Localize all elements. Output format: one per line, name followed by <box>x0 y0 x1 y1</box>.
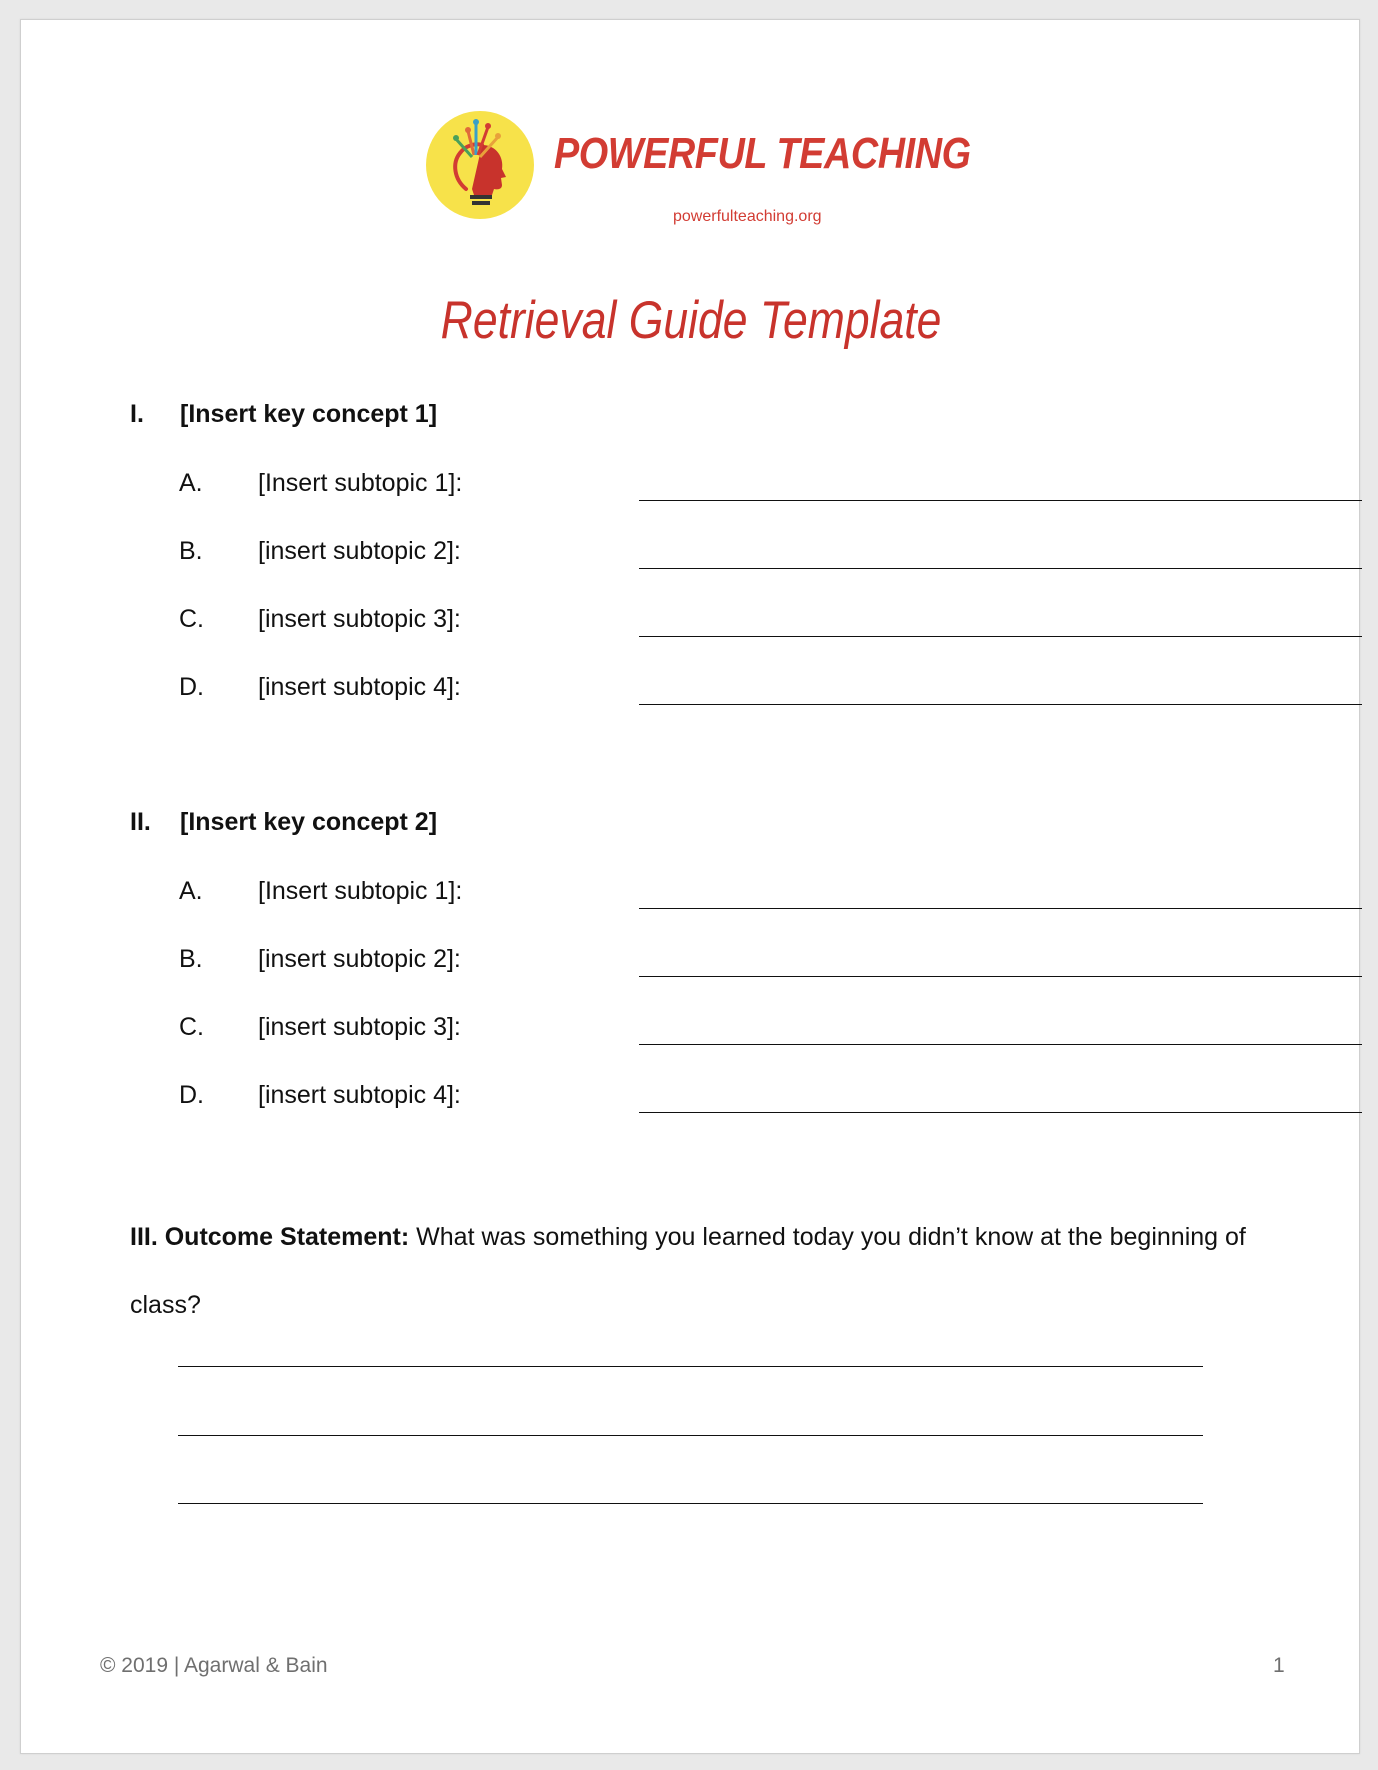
subtopic-label: [insert subtopic 3]: <box>258 605 461 633</box>
subtopic-row <box>179 537 1239 569</box>
subtopic-row <box>179 673 1239 705</box>
footer-copyright: © 2019 | Agarwal & Bain <box>100 1654 328 1677</box>
subtopic-letter: C. <box>179 1013 204 1041</box>
page-title-text: Retrieval Guide Template <box>440 291 942 350</box>
subtopic-row <box>179 945 1239 977</box>
section-title: [Insert key concept 1] <box>180 400 438 428</box>
outcome-answer-line[interactable] <box>178 1435 1203 1436</box>
subtopic-label: [insert subtopic 2]: <box>258 537 461 565</box>
subtopic-letter: A. <box>179 877 203 905</box>
subtopic-label: [Insert subtopic 1]: <box>258 877 463 905</box>
logo <box>426 111 986 231</box>
subtopic-letter: C. <box>179 605 204 633</box>
subtopic-label: [insert subtopic 4]: <box>258 1081 461 1109</box>
outcome-statement <box>130 1203 1260 1339</box>
page-title <box>21 290 1361 351</box>
document-page <box>20 19 1360 1754</box>
subtopic-letter: D. <box>179 1081 204 1109</box>
answer-line[interactable] <box>639 1044 1362 1045</box>
outcome-label: III. Outcome Statement: <box>130 1223 410 1251</box>
subtopic-row <box>179 1013 1239 1045</box>
subtopic-label: [Insert subtopic 1]: <box>258 469 463 497</box>
answer-line[interactable] <box>639 908 1362 909</box>
answer-line[interactable] <box>639 568 1362 569</box>
answer-line[interactable] <box>639 636 1362 637</box>
page-number: 1 <box>1273 1654 1285 1677</box>
section-title: [Insert key concept 2] <box>180 808 438 836</box>
section-heading <box>130 400 437 429</box>
subtopic-row <box>179 605 1239 637</box>
outcome-question: What was something you learned today you didn’t know at the beginning of class? <box>130 1223 1246 1319</box>
subtopic-row <box>179 469 1239 501</box>
answer-line[interactable] <box>639 976 1362 977</box>
subtopic-label: [insert subtopic 3]: <box>258 1013 461 1041</box>
answer-line[interactable] <box>639 1112 1362 1113</box>
subtopic-label: [insert subtopic 2]: <box>258 945 461 973</box>
answer-line[interactable] <box>639 500 1362 501</box>
subtopic-row <box>179 1081 1239 1113</box>
section-numeral: II. <box>130 808 151 836</box>
section-heading <box>130 808 437 837</box>
subtopic-label: [insert subtopic 4]: <box>258 673 461 701</box>
outcome-answer-line[interactable] <box>178 1503 1203 1504</box>
outcome-answer-line[interactable] <box>178 1366 1203 1367</box>
subtopic-letter: A. <box>179 469 203 497</box>
brand-name: POWERFUL TEACHING <box>554 129 971 178</box>
answer-line[interactable] <box>639 704 1362 705</box>
lightbulb-head-icon <box>426 111 534 219</box>
section-numeral: I. <box>130 400 144 428</box>
brand-url: powerfulteaching.org <box>673 208 822 225</box>
subtopic-letter: B. <box>179 945 203 973</box>
subtopic-letter: D. <box>179 673 204 701</box>
subtopic-letter: B. <box>179 537 203 565</box>
subtopic-row <box>179 877 1239 909</box>
